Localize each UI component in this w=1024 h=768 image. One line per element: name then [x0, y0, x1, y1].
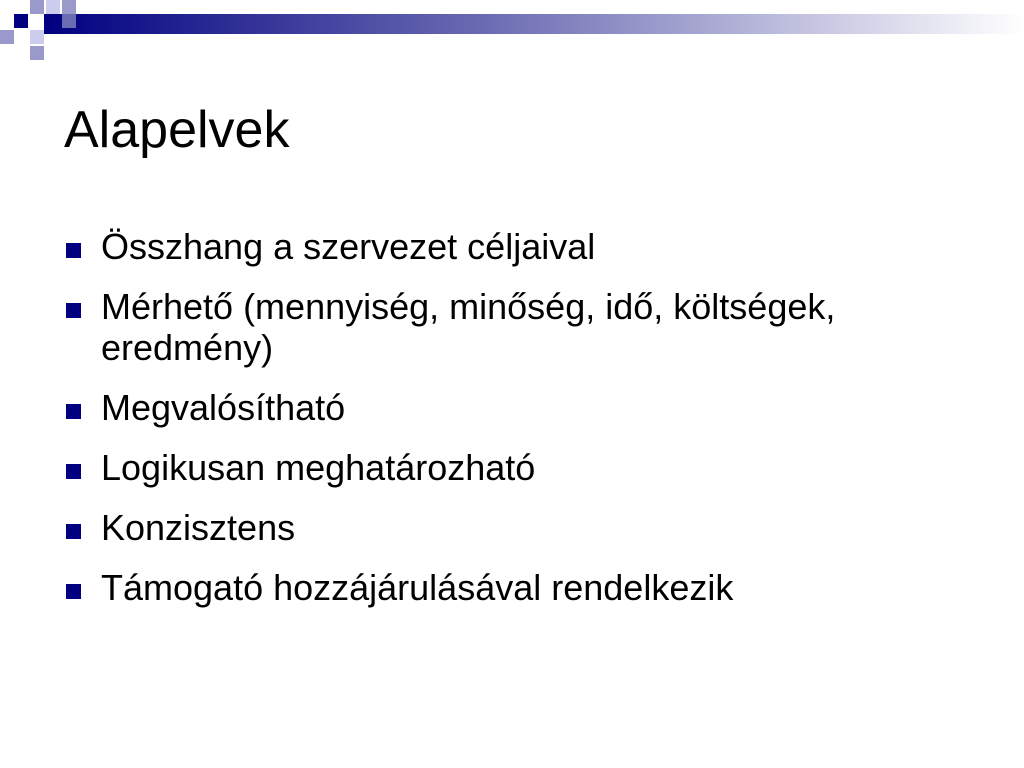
header-decoration: [0, 0, 1024, 64]
bullet-text: Összhang a szervezet céljaival: [101, 226, 596, 267]
bullet-text: Mérhető (mennyiség, minőség, idő, költségek, eredmény): [101, 286, 836, 368]
square-bullet-icon: [66, 464, 81, 479]
square-bullet-icon: [66, 584, 81, 599]
square-bullet-icon: [66, 404, 81, 419]
square-bullet-icon: [66, 303, 81, 318]
square-bullet-icon: [66, 243, 81, 258]
list-item: [64, 507, 964, 548]
bullet-list: [64, 226, 964, 627]
bullet-text: Logikusan meghatározható: [101, 447, 536, 488]
list-item: [64, 447, 964, 488]
slide-title: Alapelvek: [64, 101, 290, 159]
square-bullet-icon: [66, 524, 81, 539]
list-item: [64, 567, 964, 608]
list-item: [64, 286, 964, 368]
bullet-text: Megvalósítható: [101, 387, 346, 428]
list-item: [64, 226, 964, 267]
list-item: [64, 387, 964, 428]
bullet-text: Konzisztens: [101, 507, 296, 548]
bullet-text: Támogató hozzájárulásával rendelkezik: [101, 567, 734, 608]
